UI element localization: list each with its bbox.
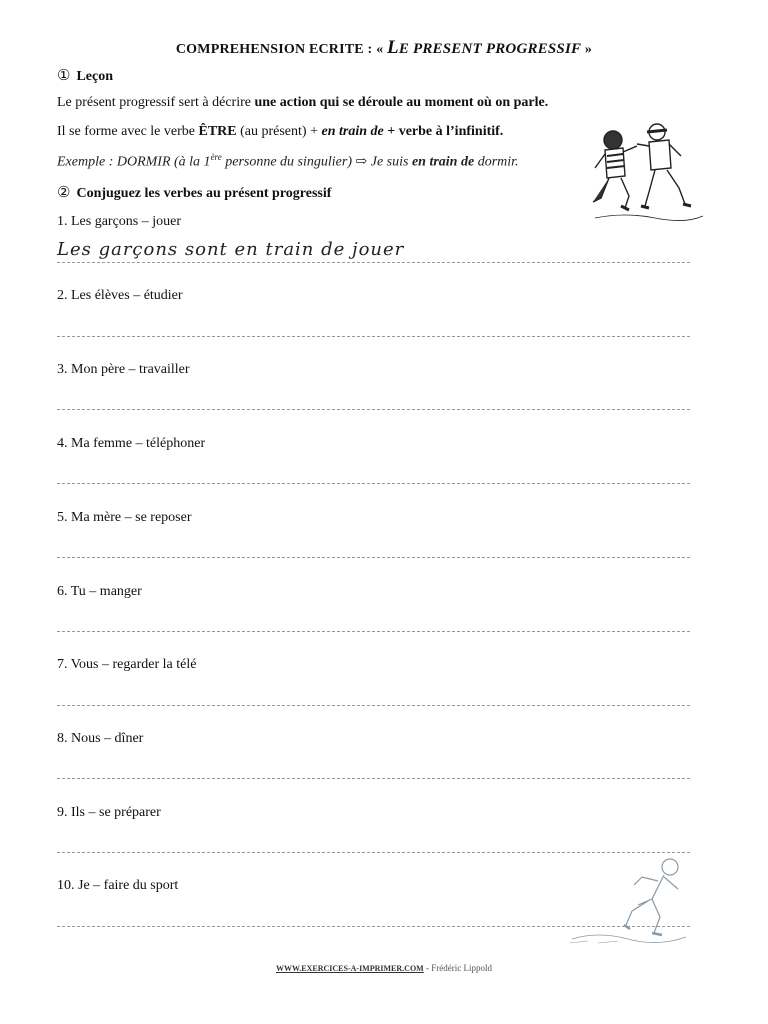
page-title bbox=[0, 37, 768, 59]
title-suffix: » bbox=[584, 42, 593, 57]
answer-line-2[interactable] bbox=[57, 336, 690, 337]
arrow-right-icon: ⇨ bbox=[355, 154, 368, 170]
answer-line-8[interactable] bbox=[57, 778, 690, 779]
exercise-heading: ② Conjuguez les verbes au présent progressif bbox=[57, 185, 332, 201]
exercise-item-10: 10. Je – faire du sport bbox=[57, 878, 179, 893]
answer-line-3[interactable] bbox=[57, 409, 690, 410]
title-prefix: COMPREHENSION ECRITE : « bbox=[175, 42, 384, 57]
exercise-item-1: 1. Les garçons – jouer bbox=[57, 214, 182, 229]
lesson-heading: ① Leçon bbox=[57, 68, 114, 84]
exercise-item-7: 7. Vous – regarder la télé bbox=[57, 657, 197, 672]
running-child-illustration bbox=[568, 855, 690, 947]
answer-line-1[interactable] bbox=[57, 262, 690, 263]
handwritten-answer: Les garçons sont en train de jouer bbox=[57, 239, 405, 260]
exercise-item-8: 8. Nous – dîner bbox=[57, 731, 144, 746]
exercise-item-9: 9. Ils – se préparer bbox=[57, 805, 161, 820]
exercise-item-3: 3. Mon père – travailler bbox=[57, 362, 190, 377]
lesson-definition: Le présent progressif sert à décrire une action qui se déroule au moment où on parle. bbox=[57, 95, 549, 110]
footer-site-link[interactable]: WWW.EXERCICES-A-IMPRIMER.COM bbox=[276, 964, 424, 973]
exercise-item-4: 4. Ma femme – téléphoner bbox=[57, 436, 206, 451]
answer-line-9[interactable] bbox=[57, 852, 690, 853]
lesson-formation: Il se forme avec le verbe ÊTRE (au présent) + en train de + verbe à l’infinitif. bbox=[57, 124, 504, 139]
page-footer bbox=[0, 963, 768, 973]
exercise-item-6: 6. Tu – manger bbox=[57, 584, 142, 599]
answer-line-4[interactable] bbox=[57, 483, 690, 484]
lesson-example: Exemple : DORMIR (à la 1ère personne du singulier) ⇨ Je suis en train de dormir. bbox=[57, 152, 519, 170]
exercise-item-2: 2. Les élèves – étudier bbox=[57, 288, 183, 303]
exercise-item-5: 5. Ma mère – se reposer bbox=[57, 510, 192, 525]
children-playing-illustration bbox=[585, 118, 705, 226]
answer-line-6[interactable] bbox=[57, 631, 690, 632]
circled-two-icon: ② bbox=[57, 185, 71, 201]
answer-line-5[interactable] bbox=[57, 557, 690, 558]
circled-one-icon: ① bbox=[57, 68, 71, 84]
answer-line-7[interactable] bbox=[57, 705, 690, 706]
title-main: LE PRESENT PROGRESSIF bbox=[387, 37, 582, 58]
footer-author: - Frédéric Lippold bbox=[425, 963, 492, 973]
